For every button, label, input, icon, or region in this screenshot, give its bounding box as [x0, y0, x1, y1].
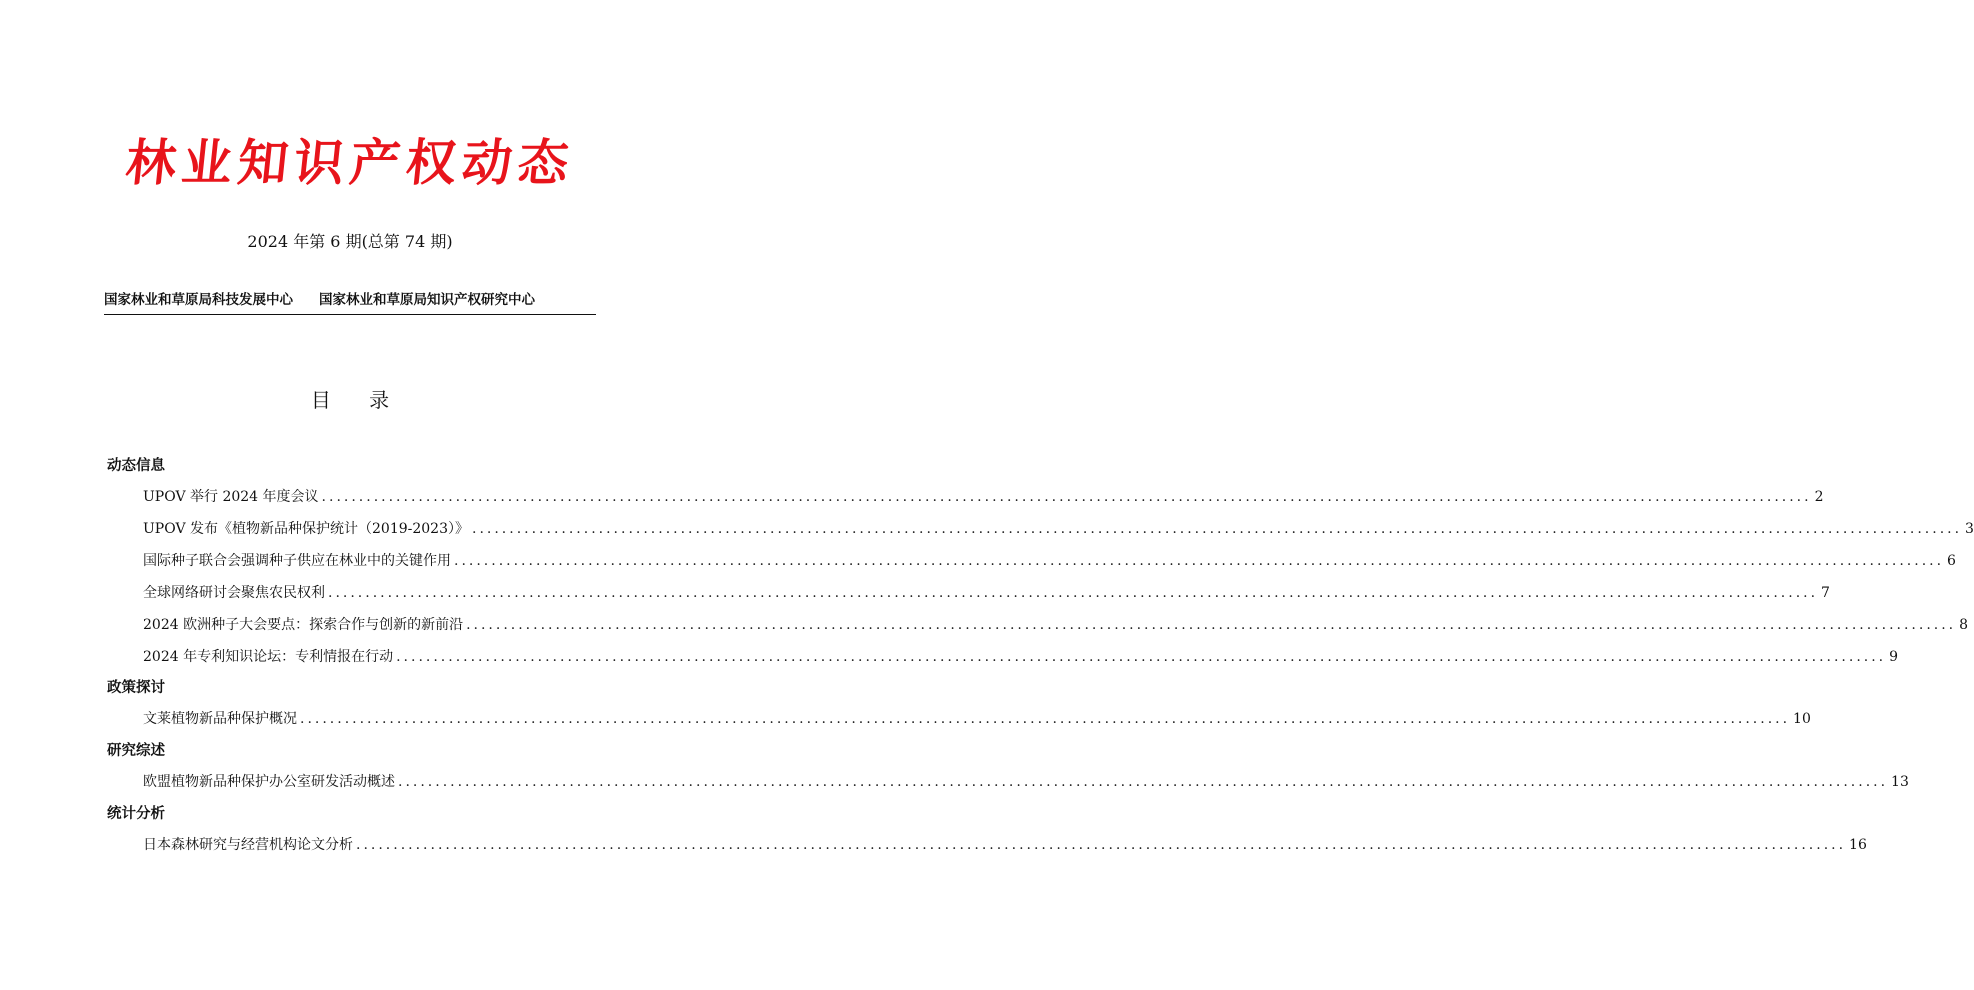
toc-dot-leader: ........................................................................................................................................................................................................	[300, 711, 1791, 727]
toc-entry-page: 10	[1793, 711, 1811, 727]
toc-entry[interactable]	[143, 834, 1867, 856]
toc-title: 目 录	[310, 388, 390, 412]
toc-dot-leader: ........................................................................................................................................................................................................	[356, 837, 1847, 853]
toc-section-heading: 研究综述	[107, 743, 165, 759]
toc-entry-title: 2024 欧洲种子大会要点：探索合作与创新的新前沿	[143, 617, 464, 633]
toc-entry[interactable]	[143, 771, 1909, 793]
toc-entry-page: 6	[1947, 553, 1956, 569]
toc-dot-leader: ........................................................................................................................................................................................................	[466, 617, 1957, 633]
toc-entry-title: 国际种子联合会强调种子供应在林业中的关键作用	[143, 553, 451, 569]
toc-dot-leader: ........................................................................................................................................................................................................	[321, 489, 1812, 505]
toc-entry-title: 欧盟植物新品种保护办公室研发活动概述	[143, 774, 395, 790]
toc-entry[interactable]	[143, 518, 1974, 540]
toc-dot-leader: ........................................................................................................................................................................................................	[396, 649, 1887, 665]
toc-entry-title: 文莱植物新品种保护概况	[143, 711, 297, 727]
toc-entry-page: 7	[1821, 585, 1830, 601]
toc-entry[interactable]	[143, 582, 1830, 604]
toc-dot-leader: ........................................................................................................................................................................................................	[472, 521, 1963, 537]
toc-section-heading: 政策探讨	[107, 680, 165, 696]
toc-entry-page: 9	[1889, 649, 1899, 665]
toc-entry-title: UPOV 发布《植物新品种保护统计（2019-2023）》	[143, 521, 469, 537]
toc-entry-title: UPOV 举行 2024 年度会议	[143, 489, 319, 505]
toc-entry-title: 全球网络研讨会聚焦农民权利	[143, 585, 325, 601]
toc-entry-page: 2	[1814, 489, 1824, 505]
toc-entry[interactable]	[143, 646, 1899, 668]
toc-dot-leader: ........................................................................................................................................................................................................	[454, 553, 1945, 569]
toc-entry-page: 16	[1849, 837, 1867, 853]
toc-entry[interactable]	[143, 550, 1956, 572]
toc-entry-page: 13	[1891, 774, 1909, 790]
toc-section-heading: 统计分析	[107, 806, 165, 822]
issue-number: 2024 年第 6 期(总第 74 期)	[247, 232, 453, 251]
toc-dot-leader: ........................................................................................................................................................................................................	[328, 585, 1819, 601]
toc-entry-page: 3	[1965, 521, 1974, 537]
toc-dot-leader: ........................................................................................................................................................................................................	[398, 774, 1889, 790]
toc-section-heading: 动态信息	[107, 458, 165, 474]
toc-entry[interactable]	[143, 708, 1811, 730]
toc-entry[interactable]	[143, 486, 1824, 508]
toc-entry-title: 2024 年专利知识论坛：专利情报在行动	[143, 649, 394, 665]
toc-entry[interactable]	[143, 614, 1969, 636]
masthead-title: 林业知识产权动态	[122, 134, 578, 192]
publisher-second: 国家林业和草原局知识产权研究中心	[319, 292, 535, 308]
toc-entry-title: 日本森林研究与经营机构论文分析	[143, 837, 353, 853]
toc-entry-page: 8	[1959, 617, 1969, 633]
publisher-first: 国家林业和草原局科技发展中心	[104, 292, 293, 308]
